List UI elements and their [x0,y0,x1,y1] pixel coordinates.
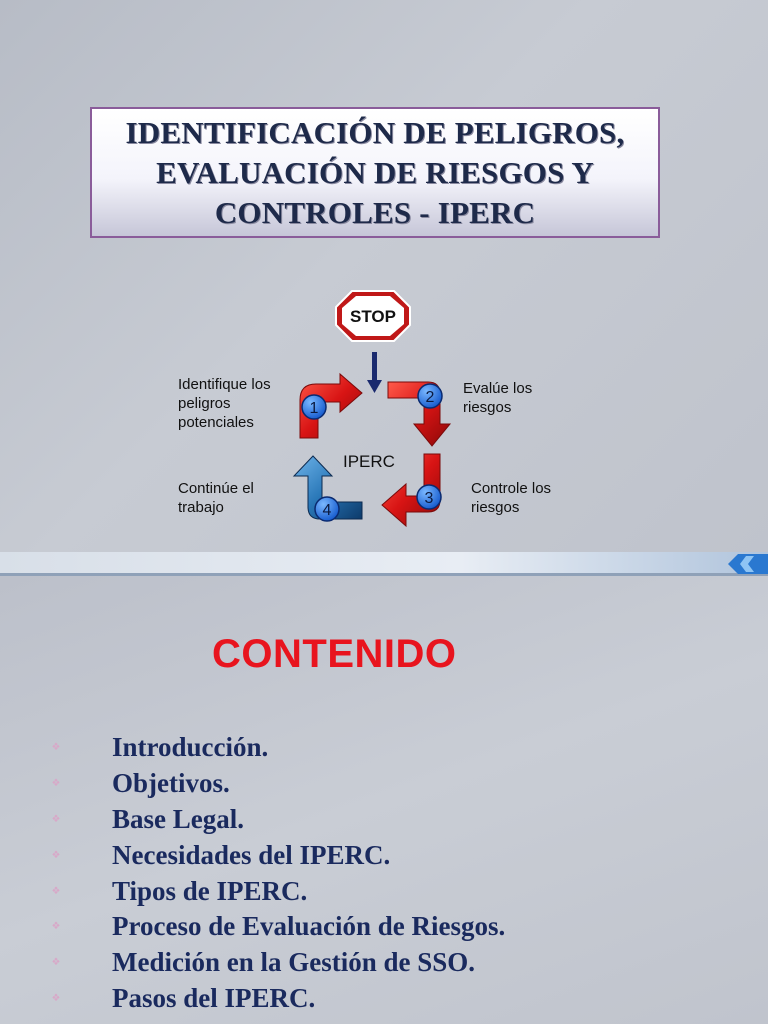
svg-text:2: 2 [425,389,435,406]
list-item-text: Pasos del IPERC. [112,982,316,1013]
step-2-label-line: riesgos [463,399,512,416]
diamond-bullet-icon: ❖ [51,921,61,933]
step-1-label-line: peligros [178,395,231,412]
list-item [48,837,505,873]
list-item-text: Tipos de IPERC. [112,875,308,906]
list-item [48,730,505,766]
contenido-heading: CONTENIDO [212,632,457,676]
cycle-center-label: IPERC [343,452,395,471]
chevron-left-icon [724,552,768,576]
diamond-bullet-icon: ❖ [51,742,61,754]
diamond-bullet-icon: ❖ [51,813,61,825]
badge-step-1 [302,395,326,419]
step-3-label [471,479,551,517]
list-item [48,909,505,945]
list-item [48,873,505,909]
list-item-text: Objetivos. [112,768,230,799]
step-1-label-line: potenciales [178,414,254,431]
step-4-label [178,479,254,517]
content-list [48,730,505,1016]
svg-text:4: 4 [322,502,332,519]
svg-text:1: 1 [309,400,319,417]
step-1-label [178,375,271,432]
badge-step-3 [417,485,441,509]
list-item [48,802,505,838]
list-item-text: Proceso de Evaluación de Riesgos. [112,911,506,942]
step-2-label [463,379,532,417]
list-item [48,945,505,981]
diamond-bullet-icon: ❖ [51,885,61,897]
list-item-text: Medición en la Gestión de SSO. [112,947,476,978]
list-item-text: Base Legal. [112,803,244,834]
step-3-label-line: riesgos [471,499,520,516]
title-line: IDENTIFICACIÓN DE PELIGROS, [125,114,625,150]
list-item-text: Introducción. [112,732,269,763]
title-line: EVALUACIÓN DE RIESGOS Y [156,154,594,190]
step-4-label-line: trabajo [178,499,224,516]
list-item [48,766,505,802]
diamond-bullet-icon: ❖ [51,992,61,1004]
svg-text:3: 3 [424,490,434,507]
title-line: CONTROLES - IPERC [214,194,536,230]
step-4-label-line: Continúe el [178,480,254,497]
badge-step-2 [418,384,442,408]
stop-label: STOP [350,307,396,326]
stop-sign-icon [336,291,410,341]
step-1-label-line: Identifique los [178,376,271,393]
down-arrow-icon [367,352,382,393]
list-item-text: Necesidades del IPERC. [112,839,391,870]
badge-step-4 [315,497,339,521]
diamond-bullet-icon: ❖ [51,849,61,861]
diamond-bullet-icon: ❖ [51,957,61,969]
step-3-label-line: Controle los [471,480,552,497]
list-item [48,981,505,1017]
step-2-label-line: Evalúe los [463,380,533,397]
diamond-bullet-icon: ❖ [51,778,61,790]
